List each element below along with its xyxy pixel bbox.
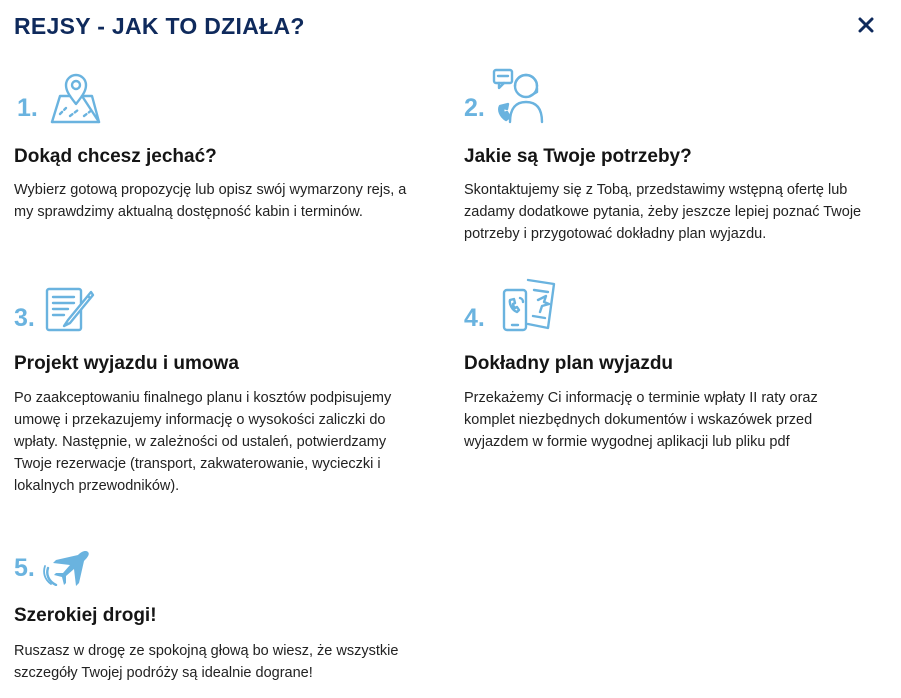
step-1-title: Dokąd chcesz jechać? (14, 146, 217, 167)
desc-line: umowę i przekazujemy informację o wysokości zaliczki do (14, 412, 386, 428)
step-2-title: Jakie są Twoje potrzeby? (464, 146, 692, 167)
step-5-description (14, 640, 444, 684)
desc-line: potrzeby i przygotować dokładny plan wyjazdu. (464, 226, 767, 242)
modal-title: REJSY - JAK TO DZIAŁA? (14, 13, 305, 39)
phone-ticket-icon (500, 276, 558, 332)
close-button[interactable] (853, 12, 879, 38)
step-3 (14, 272, 444, 502)
step-4-description (464, 387, 894, 453)
desc-line: Skontaktujemy się z Tobą, przedstawimy wstępną ofertę lub (464, 182, 848, 198)
step-1 (14, 66, 444, 236)
step-2-description (464, 179, 894, 245)
desc-line: wyjazdem w formie wygodnej aplikacji lub pliku pdf (464, 434, 790, 450)
step-1-header (14, 66, 434, 126)
step-2-number: 2. (464, 94, 485, 122)
desc-line: Wybierz gotową propozycję lub opisz swój wymarzony rejs, a (14, 182, 407, 198)
desc-line: szczegóły Twojej podróży są idealnie dograne! (14, 665, 313, 681)
step-5-title: Szerokiej drogi! (14, 605, 157, 626)
step-5-number: 5. (14, 554, 35, 582)
desc-line: Twoje rezerwacje (transport, zakwaterowanie, wycieczki i (14, 456, 381, 472)
step-2 (464, 66, 894, 256)
desc-line: zadamy dodatkowe pytania, żeby jeszcze lepiej poznać Twoje (464, 204, 862, 220)
contract-pen-icon (44, 286, 96, 332)
step-5 (14, 534, 444, 694)
step-3-description (14, 387, 444, 497)
desc-line: komplet niezbędnych dokumentów i wskazówek przed (464, 412, 813, 428)
support-agent-icon (492, 66, 550, 126)
desc-line: my sprawdzimy aktualną dostępność kabin i terminów. (14, 204, 363, 220)
step-4-number: 4. (464, 304, 485, 332)
step-4 (464, 272, 894, 462)
step-3-title: Projekt wyjazdu i umowa (14, 353, 239, 374)
desc-line: Przekażemy Ci informację o terminie wpłaty II raty oraz (464, 390, 818, 406)
map-pin-icon (48, 68, 102, 126)
step-4-title: Dokładny plan wyjazdu (464, 353, 674, 374)
desc-line: lokalnych przewodników). (14, 478, 180, 494)
airplane-icon (42, 546, 92, 586)
step-3-number: 3. (14, 304, 35, 332)
desc-line: Po zaakceptowaniu finalnego planu i kosztów podpisujemy (14, 390, 392, 406)
close-icon[interactable] (858, 17, 874, 33)
desc-line: wpłaty. Następnie, w zależności od ustaleń, potwierdzamy (14, 434, 387, 450)
step-1-description (14, 179, 444, 223)
step-2-header (464, 66, 884, 126)
step-1-number: 1. (17, 94, 38, 122)
step-5-header (14, 534, 434, 594)
step-4-header (464, 272, 884, 332)
step-3-header (14, 272, 434, 332)
desc-line: Ruszasz w drogę ze spokojną głową bo wiesz, że wszystkie (14, 643, 399, 659)
